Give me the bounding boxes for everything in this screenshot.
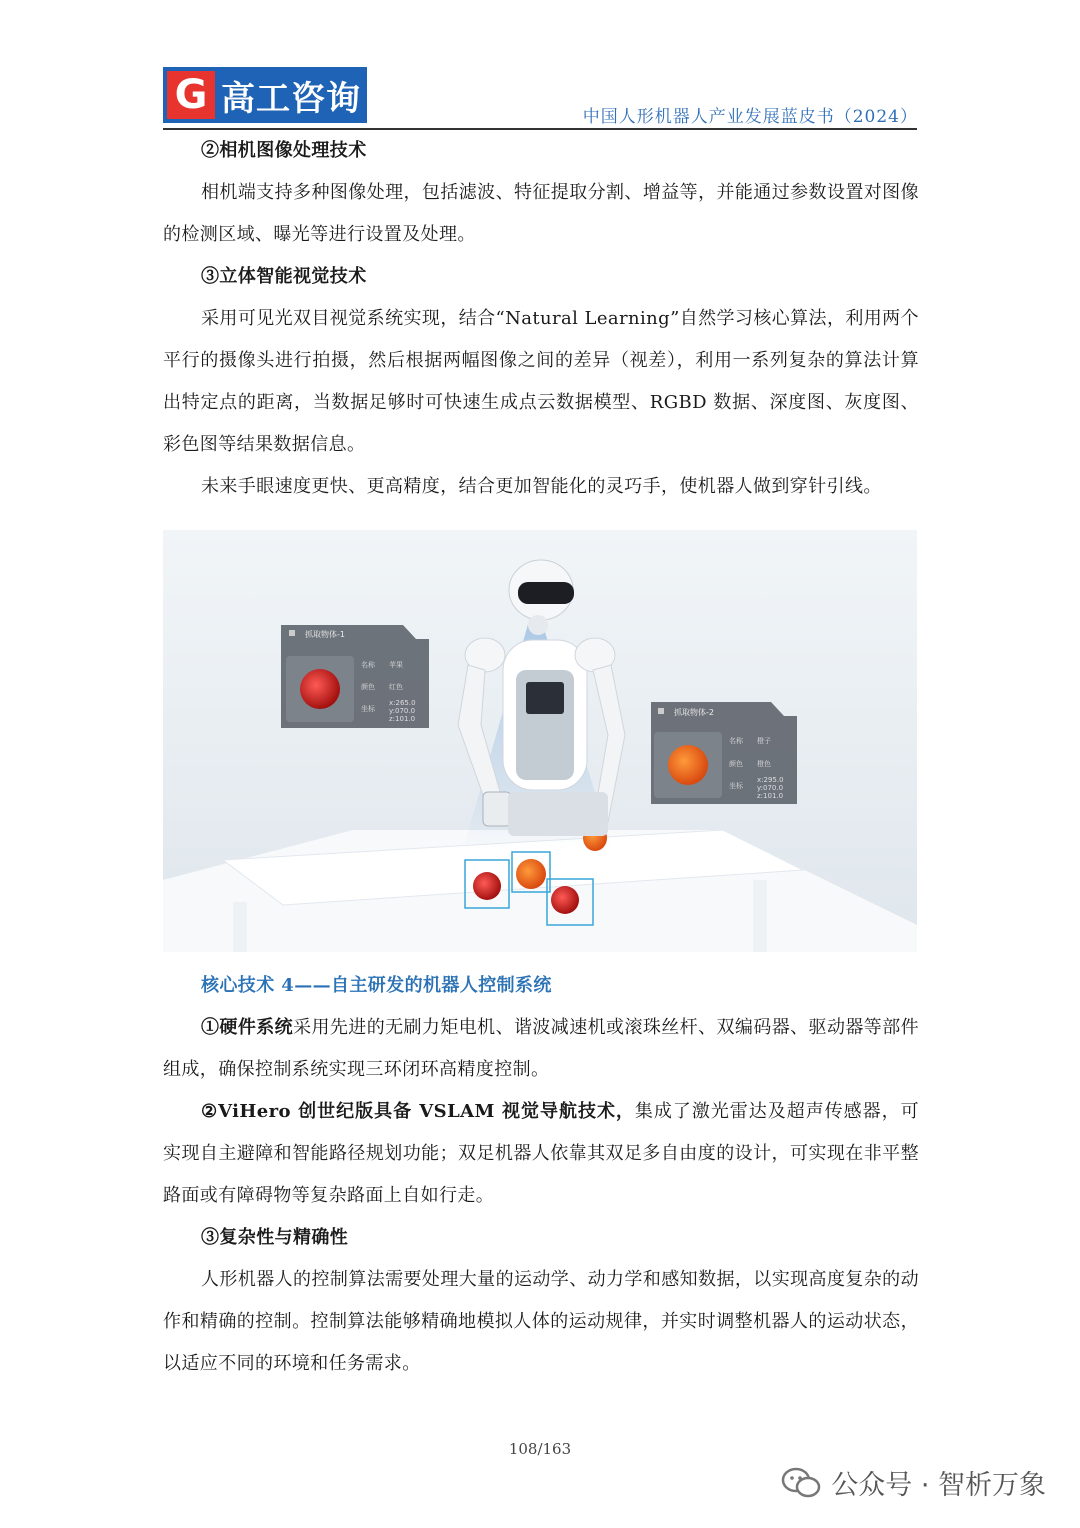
- svg-text:y:070.0: y:070.0: [757, 784, 784, 792]
- page-number: 108/163: [508, 1440, 572, 1458]
- grasp-panel-1: [281, 625, 429, 728]
- subheading-stereo-vision: ③立体智能视觉技术: [201, 266, 367, 287]
- apple-image: [300, 669, 340, 709]
- svg-text:名称: 名称: [729, 737, 743, 745]
- svg-text:坐标: 坐标: [729, 782, 743, 790]
- panel1-title: 抓取物体-1: [305, 630, 345, 639]
- logo-text: 高工咨询: [221, 78, 361, 119]
- company-logo: [163, 67, 367, 123]
- wechat-icon: [781, 1466, 821, 1500]
- panel1-color: 红色: [389, 683, 403, 691]
- wechat-watermark: [781, 1463, 1046, 1502]
- svg-text:颜色: 颜色: [361, 683, 375, 691]
- document-title: 中国人形机器人产业发展蓝皮书（2024）: [582, 107, 918, 127]
- svg-text:z:101.0: z:101.0: [389, 715, 416, 723]
- svg-text:y:070.0: y:070.0: [389, 707, 416, 715]
- panel2-name: 橙子: [757, 737, 771, 745]
- subheading-camera-image: ②相机图像处理技术: [201, 140, 367, 161]
- panel2-color: 橙色: [757, 760, 771, 768]
- paragraph-stereo-vision: 采用可见光双目视觉系统实现，结合“Natural Learning”自然学习核心算法，利用两个平行的摄像头进行拍摄，然后根据两幅图像之间的差异（视差），利用一系列复杂的算法计算出特定点的距离，当数据足够时可快速生成点云数据模型、RGBD 数据、深度图、灰度图、彩色图等结果数据信息。: [163, 308, 919, 455]
- upper-text-block: [163, 130, 919, 508]
- svg-text:x:265.0: x:265.0: [389, 699, 416, 707]
- paragraph-future-hand-eye: 未来手眼速度更快、更高精度，结合更加智能化的灵巧手，使机器人做到穿针引线。: [201, 476, 882, 497]
- logo-letter: G: [167, 71, 215, 119]
- paragraph-complexity: 人形机器人的控制算法需要处理大量的运动学、动力学和感知数据，以实现高度复杂的动作和精确的控制。控制算法能够精确地模拟人体的运动规律，并实时调整机器人的运动状态，以适应不同的环境和任务需求。: [163, 1269, 919, 1374]
- panel2-title: 抓取物体-2: [674, 708, 714, 717]
- paragraph-camera-image: 相机端支持多种图像处理，包括滤波、特征提取分割、增益等，并能通过参数设置对图像的检测区域、曝光等进行设置及处理。: [163, 182, 919, 245]
- svg-text:坐标: 坐标: [361, 705, 375, 713]
- orange-image: [668, 745, 708, 785]
- subheading-complexity: ③复杂性与精确性: [201, 1227, 349, 1248]
- svg-text:颜色: 颜色: [729, 760, 743, 768]
- paragraph-hardware-system: ①硬件系统采用先进的无刷力矩电机、谐波减速机或滚珠丝杆、双编码器、驱动器等部件组成，确保控制系统实现三环闭环高精度控制。: [163, 1017, 919, 1080]
- svg-text:z:101.0: z:101.0: [757, 792, 784, 800]
- panel1-name: 苹果: [389, 661, 403, 669]
- svg-text:名称: 名称: [361, 661, 375, 669]
- section-heading-core-tech-4: 核心技术 4——自主研发的机器人控制系统: [201, 975, 552, 996]
- robot-figure: [163, 530, 917, 952]
- paragraph-vslam: ②ViHero 创世纪版具备 VSLAM 视觉导航技术，集成了激光雷达及超声传感器，可实现自主避障和智能路径规划功能；双足机器人依靠其双足多自由度的设计，可实现在非平整路面或有障碍物等复杂路面上自如行走。: [163, 1101, 919, 1206]
- lower-text-block: [163, 965, 919, 1385]
- watermark-text: 公众号 · 智析万象: [831, 1470, 1046, 1501]
- svg-text:x:295.0: x:295.0: [757, 776, 784, 784]
- grasp-panel-2: [651, 702, 797, 804]
